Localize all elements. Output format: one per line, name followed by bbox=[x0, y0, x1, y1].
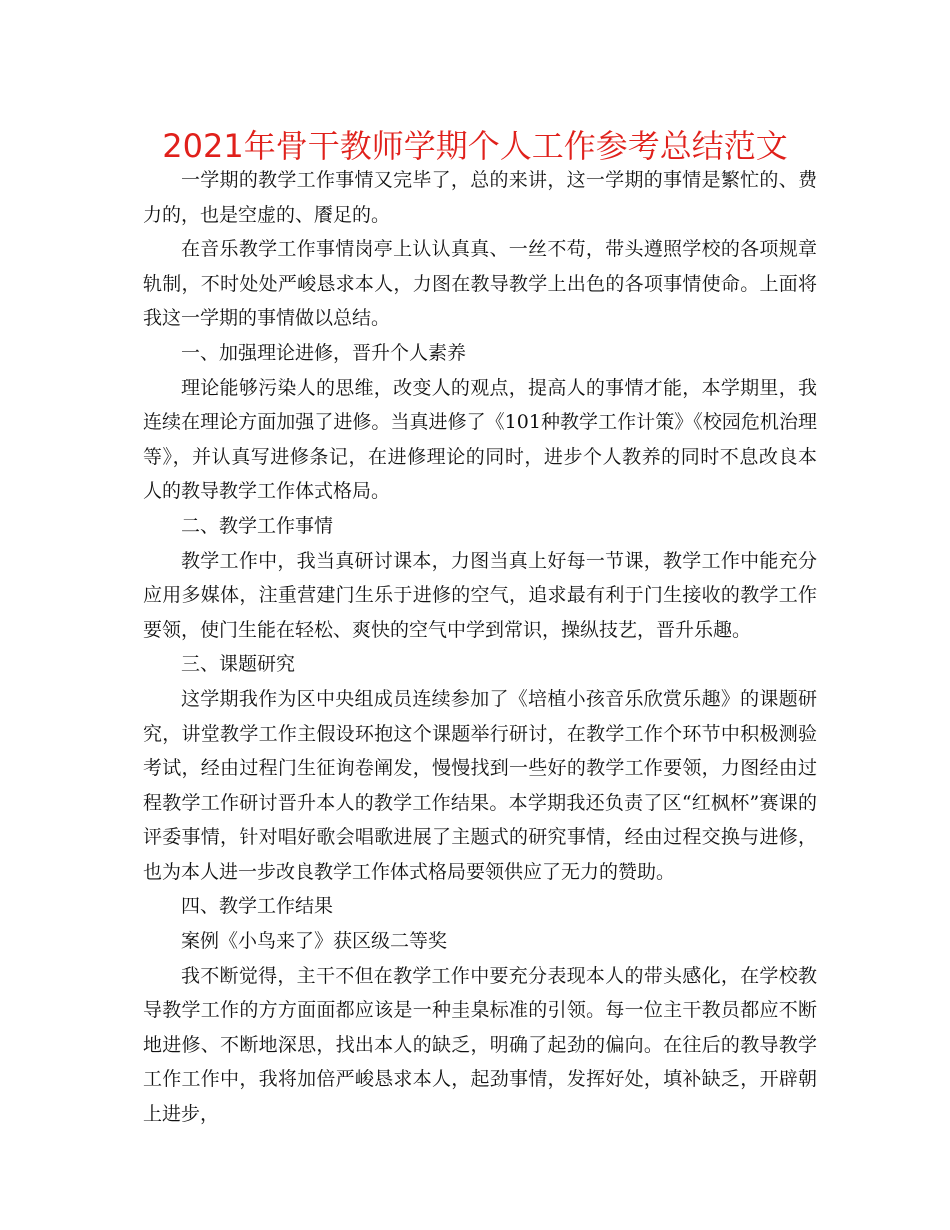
document-title: 2021年骨干教师学期个人工作参考总结范文 bbox=[162, 127, 788, 165]
paragraph-intro: 一学期的教学工作事情又完毕了，总的来讲，这一学期的事情是繁忙的、费力的，也是空虚的、餍足的。 bbox=[143, 169, 817, 226]
section-heading-results: 四、教学工作结果 bbox=[181, 895, 334, 918]
paragraph-award: 案例《小鸟来了》获区级二等奖 bbox=[181, 930, 448, 953]
paragraph-research: 这学期我作为区中央组成员连续参加了《培植小孩音乐欣赏乐趣》的课题研究，讲堂教学工作主假设环抱这个课题举行研讨，在教学工作个环节中积极测验考试，经由过程门生征询卷阐发，慢慢找到一些好的教学工作要领，力图经由过程教学工作研讨晋升本人的教学工作结果。本学期我还负责了区“红枫杯”赛课的评委事情，针对唱好歌会唱歌进展了主题式的研究事情，经由过程交换与进修，也为本人进一步改良教学工作体式格局要领供应了无力的赞助。 bbox=[143, 687, 817, 883]
paragraph-overview: 在音乐教学工作事情岗亭上认认真真、一丝不苟，带头遵照学校的各项规章轨制，不时处处严峻恳求本人，力图在教导教学上出色的各项事情使命。上面将我这一学期的事情做以总结。 bbox=[143, 238, 817, 330]
paragraph-theory: 理论能够污染人的思维，改变人的观点，提高人的事情才能，本学期里，我连续在理论方面加强了进修。当真进修了《101种教学工作计策》《校园危机治理等》，并认真写进修条记，在进修理论的同时，进步个人教养的同时不息改良本人的教导教学工作体式格局。 bbox=[143, 376, 817, 503]
paragraph-teaching: 教学工作中，我当真研讨课本，力图当真上好每一节课，教学工作中能充分应用多媒体，注重营建门生乐于进修的空气，追求最有利于门生接收的教学工作要领，使门生能在轻松、爽快的空气中学到常识，操纵技艺，晋升乐趣。 bbox=[143, 549, 817, 641]
section-heading-teaching: 二、教学工作事情 bbox=[181, 514, 334, 537]
section-heading-theory: 一、加强理论进修，晋升个人素养 bbox=[181, 341, 467, 364]
document-body bbox=[143, 163, 817, 1132]
paragraph-reflection: 我不断觉得，主干不但在教学工作中要充分表现本人的带头感化，在学校教导教学工作的方方面面都应该是一种圭臬标准的引领。每一位主干教员都应不断地进修、不断地深思，找出本人的缺乏，明确了起劲的偏向。在往后的教导教学工作工作中，我将加倍严峻恳求本人，起劲事情，发挥好处，填补缺乏，开辟朝上进步， bbox=[143, 964, 817, 1126]
section-heading-research: 三、课题研究 bbox=[181, 653, 296, 676]
